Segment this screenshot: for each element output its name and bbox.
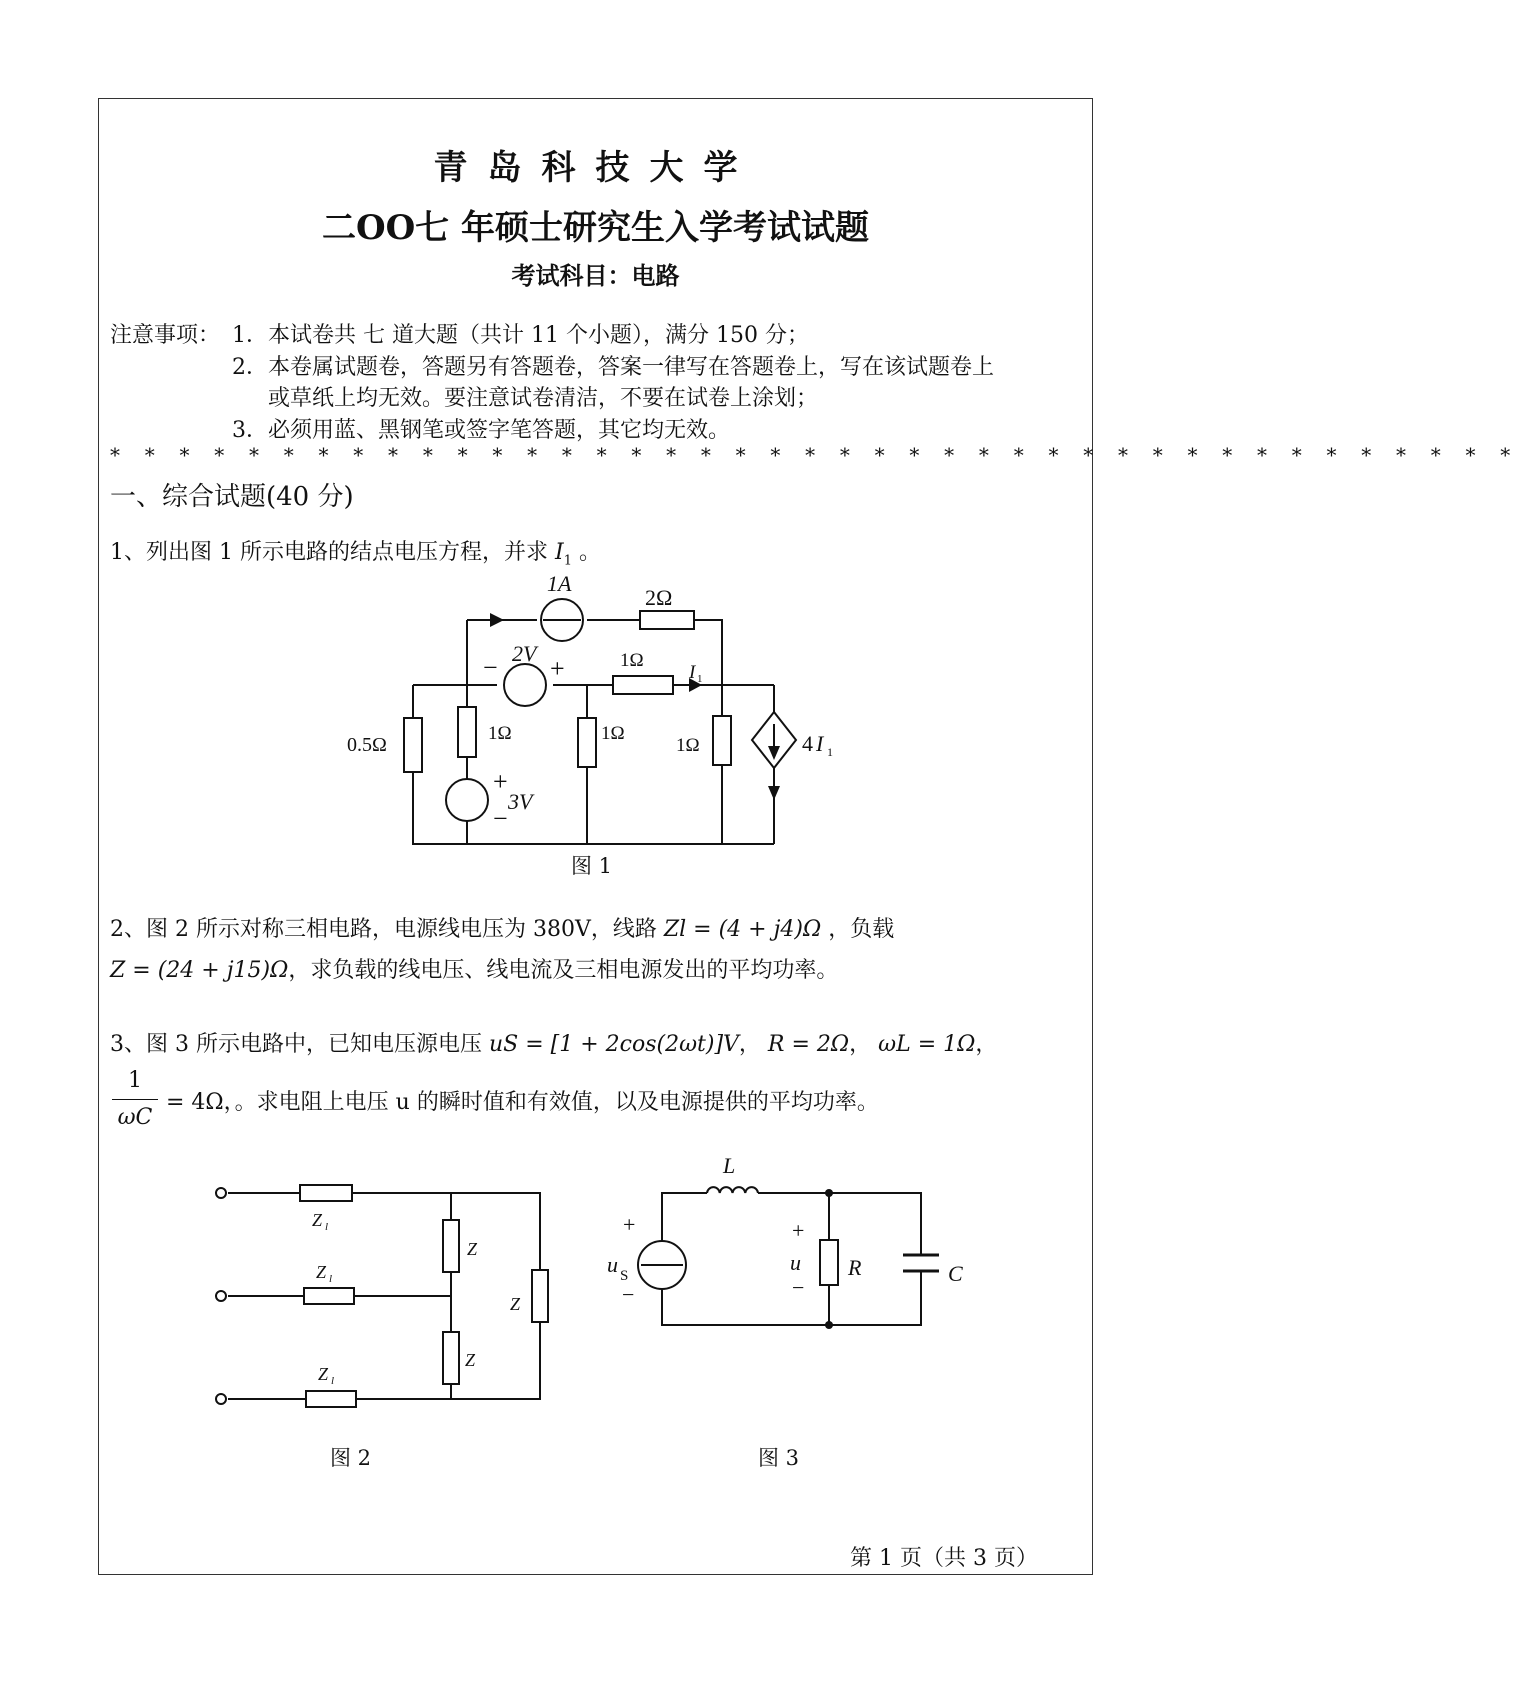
zl-resistor-2: [304, 1288, 354, 1304]
figure-2-circuit: [228, 1193, 540, 1399]
label-zl-3-sub: l: [331, 1375, 335, 1387]
label-1a: 1A: [547, 571, 572, 596]
note-item-1: 1．本试卷共 七 道大题（共计 11 个小题），满分 150 分；: [232, 323, 809, 348]
label-3v: 3V: [508, 789, 533, 814]
q1-sub: 1: [563, 553, 572, 569]
label-R: R: [848, 1255, 862, 1280]
label-zl-2: Z: [316, 1262, 327, 1282]
label-u-minus: −: [792, 1275, 805, 1300]
label-1ohm-series: 1Ω: [620, 650, 644, 671]
figure-2-caption: 图 2: [330, 1446, 372, 1470]
label-us: u: [607, 1252, 618, 1277]
q1-text: 1、列出图 1 所示电路的结点电压方程，并求: [110, 540, 548, 565]
label-i1-sub: 1: [697, 673, 703, 685]
label-us-minus: −: [622, 1282, 635, 1307]
q3-us: uS = [1 + 2cos(2ωt)]V: [488, 1032, 739, 1057]
figure-1-caption: 图 1: [571, 854, 613, 878]
q2-zl: Zl = (4 + j4)Ω: [663, 917, 822, 942]
q3-eq: = 4Ω: [166, 1090, 224, 1115]
label-2v: 2V: [512, 641, 537, 666]
label-z-3: Z: [510, 1294, 521, 1314]
q2-text2: ，求负载的线电压、线电流及三相电源发出的平均功率。: [288, 958, 839, 983]
label-2v-plus: +: [550, 654, 565, 683]
label-z-1: Z: [467, 1239, 478, 1259]
label-2ohm: 2Ω: [645, 585, 673, 610]
label-L: L: [723, 1153, 736, 1178]
label-z-2: Z: [465, 1350, 476, 1370]
zl-resistor-3: [306, 1391, 356, 1407]
inductor-coil: [707, 1187, 758, 1193]
label-C: C: [948, 1261, 963, 1286]
label-us-sub: S: [620, 1268, 629, 1284]
zl-resistor-1: [300, 1185, 352, 1201]
q1-end: 。: [578, 540, 601, 565]
fraction-denominator: ωC: [117, 1105, 153, 1130]
label-1ohm-c: 1Ω: [676, 735, 700, 756]
section-title: 一、综合试题(40 分): [110, 482, 354, 512]
figure-3-caption: 图 3: [758, 1446, 800, 1470]
q3-text: 3、图 3 所示电路中，已知电压源电压: [110, 1032, 482, 1057]
q2-z: Z = (24 + j15)Ω: [110, 958, 289, 983]
label-dep-i: I: [816, 731, 824, 756]
q3-r: R = 2Ω: [767, 1032, 850, 1057]
exam-title: 二OO七 年硕士研究生入学考试试题: [321, 208, 870, 248]
label-zl-1: Z: [312, 1210, 323, 1230]
z-load-2: [443, 1332, 459, 1384]
q2-tail: ，负载: [828, 917, 895, 942]
label-u: u: [790, 1250, 801, 1275]
label-1ohm-b: 1Ω: [601, 723, 625, 744]
label-3v-minus: −: [493, 804, 508, 833]
label-dep-4: 4: [802, 731, 813, 756]
label-zl-3: Z: [318, 1364, 329, 1384]
page-number: 第 1 页（共 3 页）: [850, 1546, 1038, 1571]
label-2v-minus: −: [483, 653, 498, 682]
label-05ohm: 0.5Ω: [347, 734, 387, 756]
question-3-line1: 3、图 3 所示电路中，已知电压源电压 uS = [1 + 2cos(2ωt)]V， R = 2Ω， ωL = 1Ω，: [110, 1032, 998, 1057]
q3-wl: ωL = 1Ω: [878, 1032, 976, 1057]
label-dep-sub: 1: [827, 745, 833, 759]
note-item-3: 3．必须用蓝、黑钢笔或签字笔答题，其它均无效。: [232, 418, 730, 443]
notes-label: 注意事项：: [110, 323, 221, 348]
note-item-2: 2．本卷属试题卷，答题另有答题卷，答案一律写在答题卷上，写在该试题卷上: [232, 355, 994, 380]
q3-text2: ，。求电阻上电压 u 的瞬时值和有效值，以及电源提供的平均功率。: [223, 1090, 879, 1115]
label-zl-1-sub: l: [325, 1221, 329, 1233]
fraction-numerator: 1: [128, 1068, 142, 1093]
z-load-3: [532, 1270, 548, 1322]
exam-subject: 考试科目：电路: [511, 261, 680, 290]
separator-stars: * * * * * * * * * * * * * * * * * * * * * * * * * * * * * * * * * * * * * * * * *: [110, 443, 1520, 467]
resistor-r: [820, 1240, 838, 1285]
note-item-2-cont: 或草纸上均无效。要注意试卷清洁，不要在试卷上涂划；: [268, 386, 819, 411]
label-us-plus: +: [623, 1212, 636, 1237]
label-u-plus: +: [792, 1218, 805, 1243]
label-1ohm-a: 1Ω: [488, 723, 512, 744]
q1-var: I: [554, 540, 564, 565]
z-load-1: [443, 1220, 459, 1272]
school-name: 青岛科技大学: [433, 148, 758, 188]
label-i1: I: [689, 662, 696, 683]
q2-text: 2、图 2 所示对称三相电路，电源线电压为 380V，线路: [110, 917, 657, 942]
label-zl-2-sub: l: [329, 1273, 333, 1285]
label-3v-plus: +: [493, 767, 508, 796]
